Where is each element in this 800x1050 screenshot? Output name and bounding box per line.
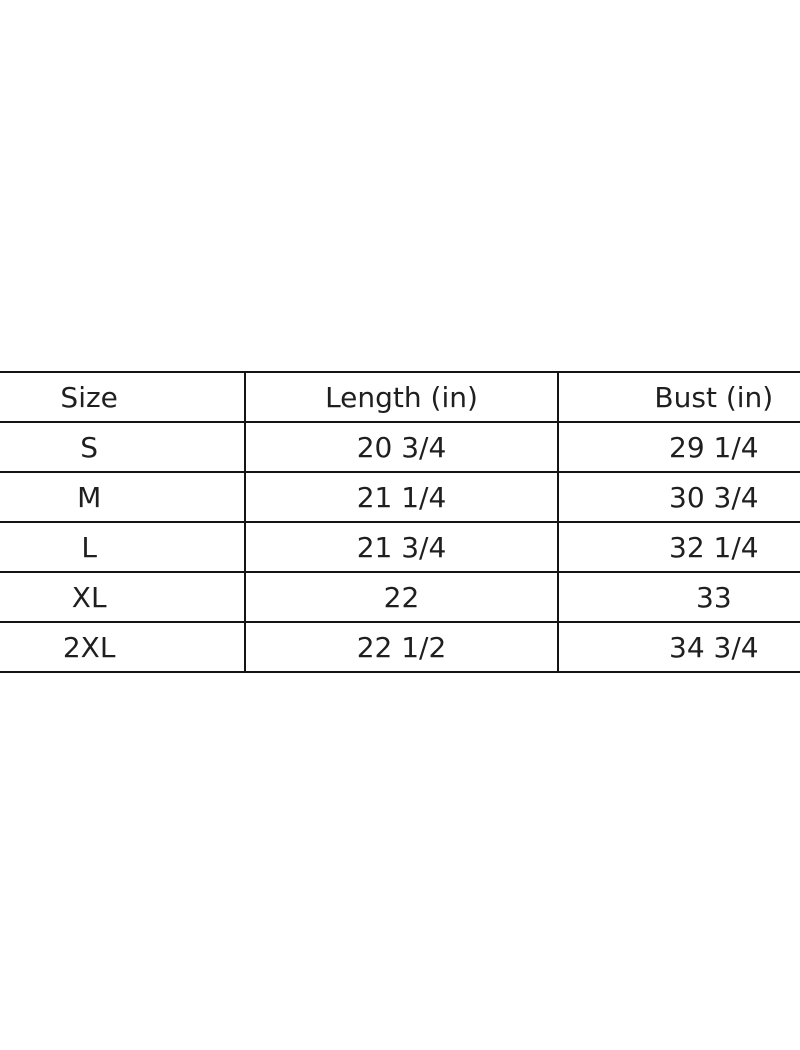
size-chart-table xyxy=(0,371,800,673)
column-header-length: Length (in) xyxy=(245,372,557,422)
table-row-2xl xyxy=(0,622,800,672)
cell-size: L xyxy=(0,522,245,572)
cell-length: 21 1/4 xyxy=(245,472,557,522)
cell-length: 21 3/4 xyxy=(245,522,557,572)
cell-bust: 33 xyxy=(558,572,800,622)
column-header-bust: Bust (in) xyxy=(558,372,800,422)
cell-size: 2XL xyxy=(0,622,245,672)
table-head xyxy=(0,372,800,422)
table-body xyxy=(0,422,800,672)
table-row-xl xyxy=(0,572,800,622)
table-row-m xyxy=(0,472,800,522)
cell-length: 22 1/2 xyxy=(245,622,557,672)
table-header-row xyxy=(0,372,800,422)
cell-size: S xyxy=(0,422,245,472)
column-header-size: Size xyxy=(0,372,245,422)
cell-bust: 34 3/4 xyxy=(558,622,800,672)
cell-bust: 32 1/4 xyxy=(558,522,800,572)
cell-size: M xyxy=(0,472,245,522)
cell-length: 22 xyxy=(245,572,557,622)
cell-size: XL xyxy=(0,572,245,622)
cell-bust: 30 3/4 xyxy=(558,472,800,522)
cell-length: 20 3/4 xyxy=(245,422,557,472)
table-row-l xyxy=(0,522,800,572)
table-row-s xyxy=(0,422,800,472)
cell-bust: 29 1/4 xyxy=(558,422,800,472)
